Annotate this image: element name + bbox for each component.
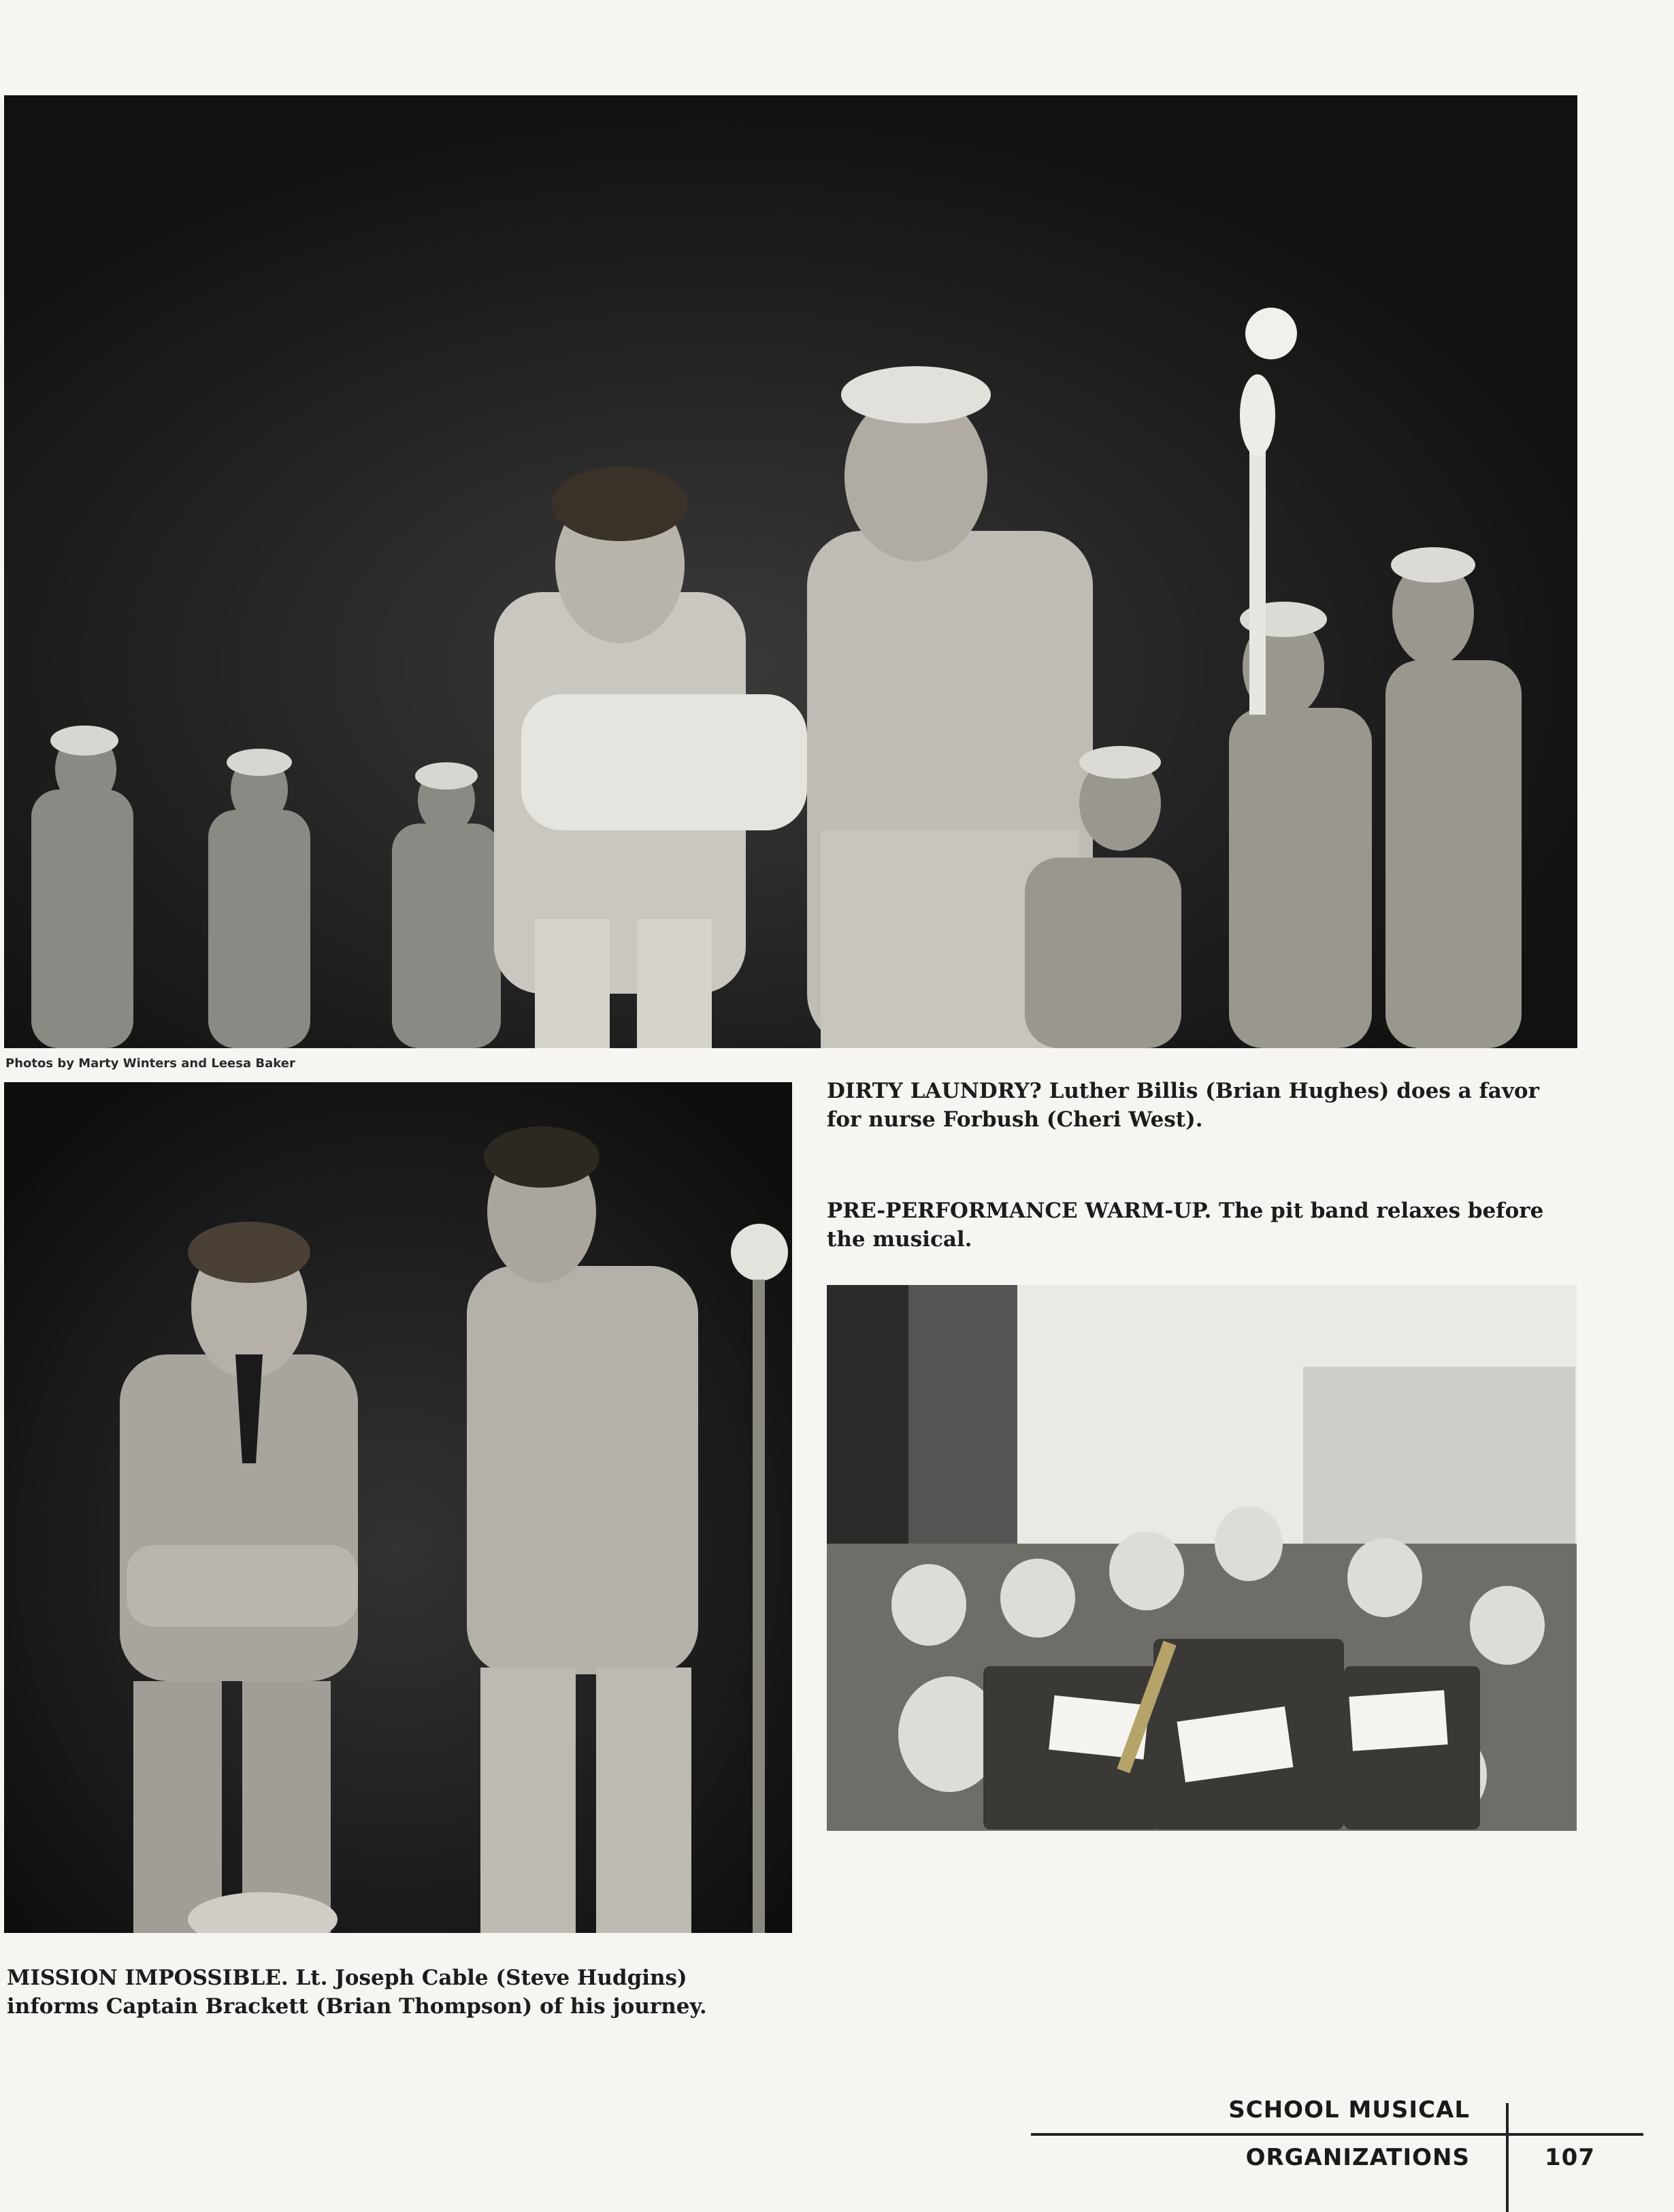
photo-pit-band xyxy=(827,1285,1577,1831)
footer-vertical-rule xyxy=(1506,2103,1509,2212)
footer-section-line1: SCHOOL MUSICAL xyxy=(1228,2096,1470,2124)
caption-mission-impossible: MISSION IMPOSSIBLE. Lt. Joseph Cable (Steve Hudgins) informs Captain Brackett (Brian Thompson) of his journey. xyxy=(7,1966,707,2019)
photo-credit: Photos by Marty Winters and Leesa Baker xyxy=(5,1056,295,1071)
caption-dirty-laundry: DIRTY LAUNDRY? Luther Billis (Brian Hughes) does a favor for nurse Forbush (Cheri West). xyxy=(827,1079,1539,1132)
page-number: 107 xyxy=(1545,2144,1595,2171)
officers-scene-illustration xyxy=(4,1082,792,1933)
footer-horizontal-rule xyxy=(1031,2133,1643,2136)
footer-section-line2: ORGANIZATIONS xyxy=(1245,2144,1470,2171)
pit-band-illustration xyxy=(827,1285,1577,1831)
photo-mission-impossible xyxy=(4,1082,792,1933)
photo-stage-sailors xyxy=(4,95,1577,1048)
stage-scene-illustration xyxy=(4,95,1577,1048)
caption-pre-performance: PRE-PERFORMANCE WARM-UP. The pit band relaxes before the musical. xyxy=(827,1199,1544,1252)
